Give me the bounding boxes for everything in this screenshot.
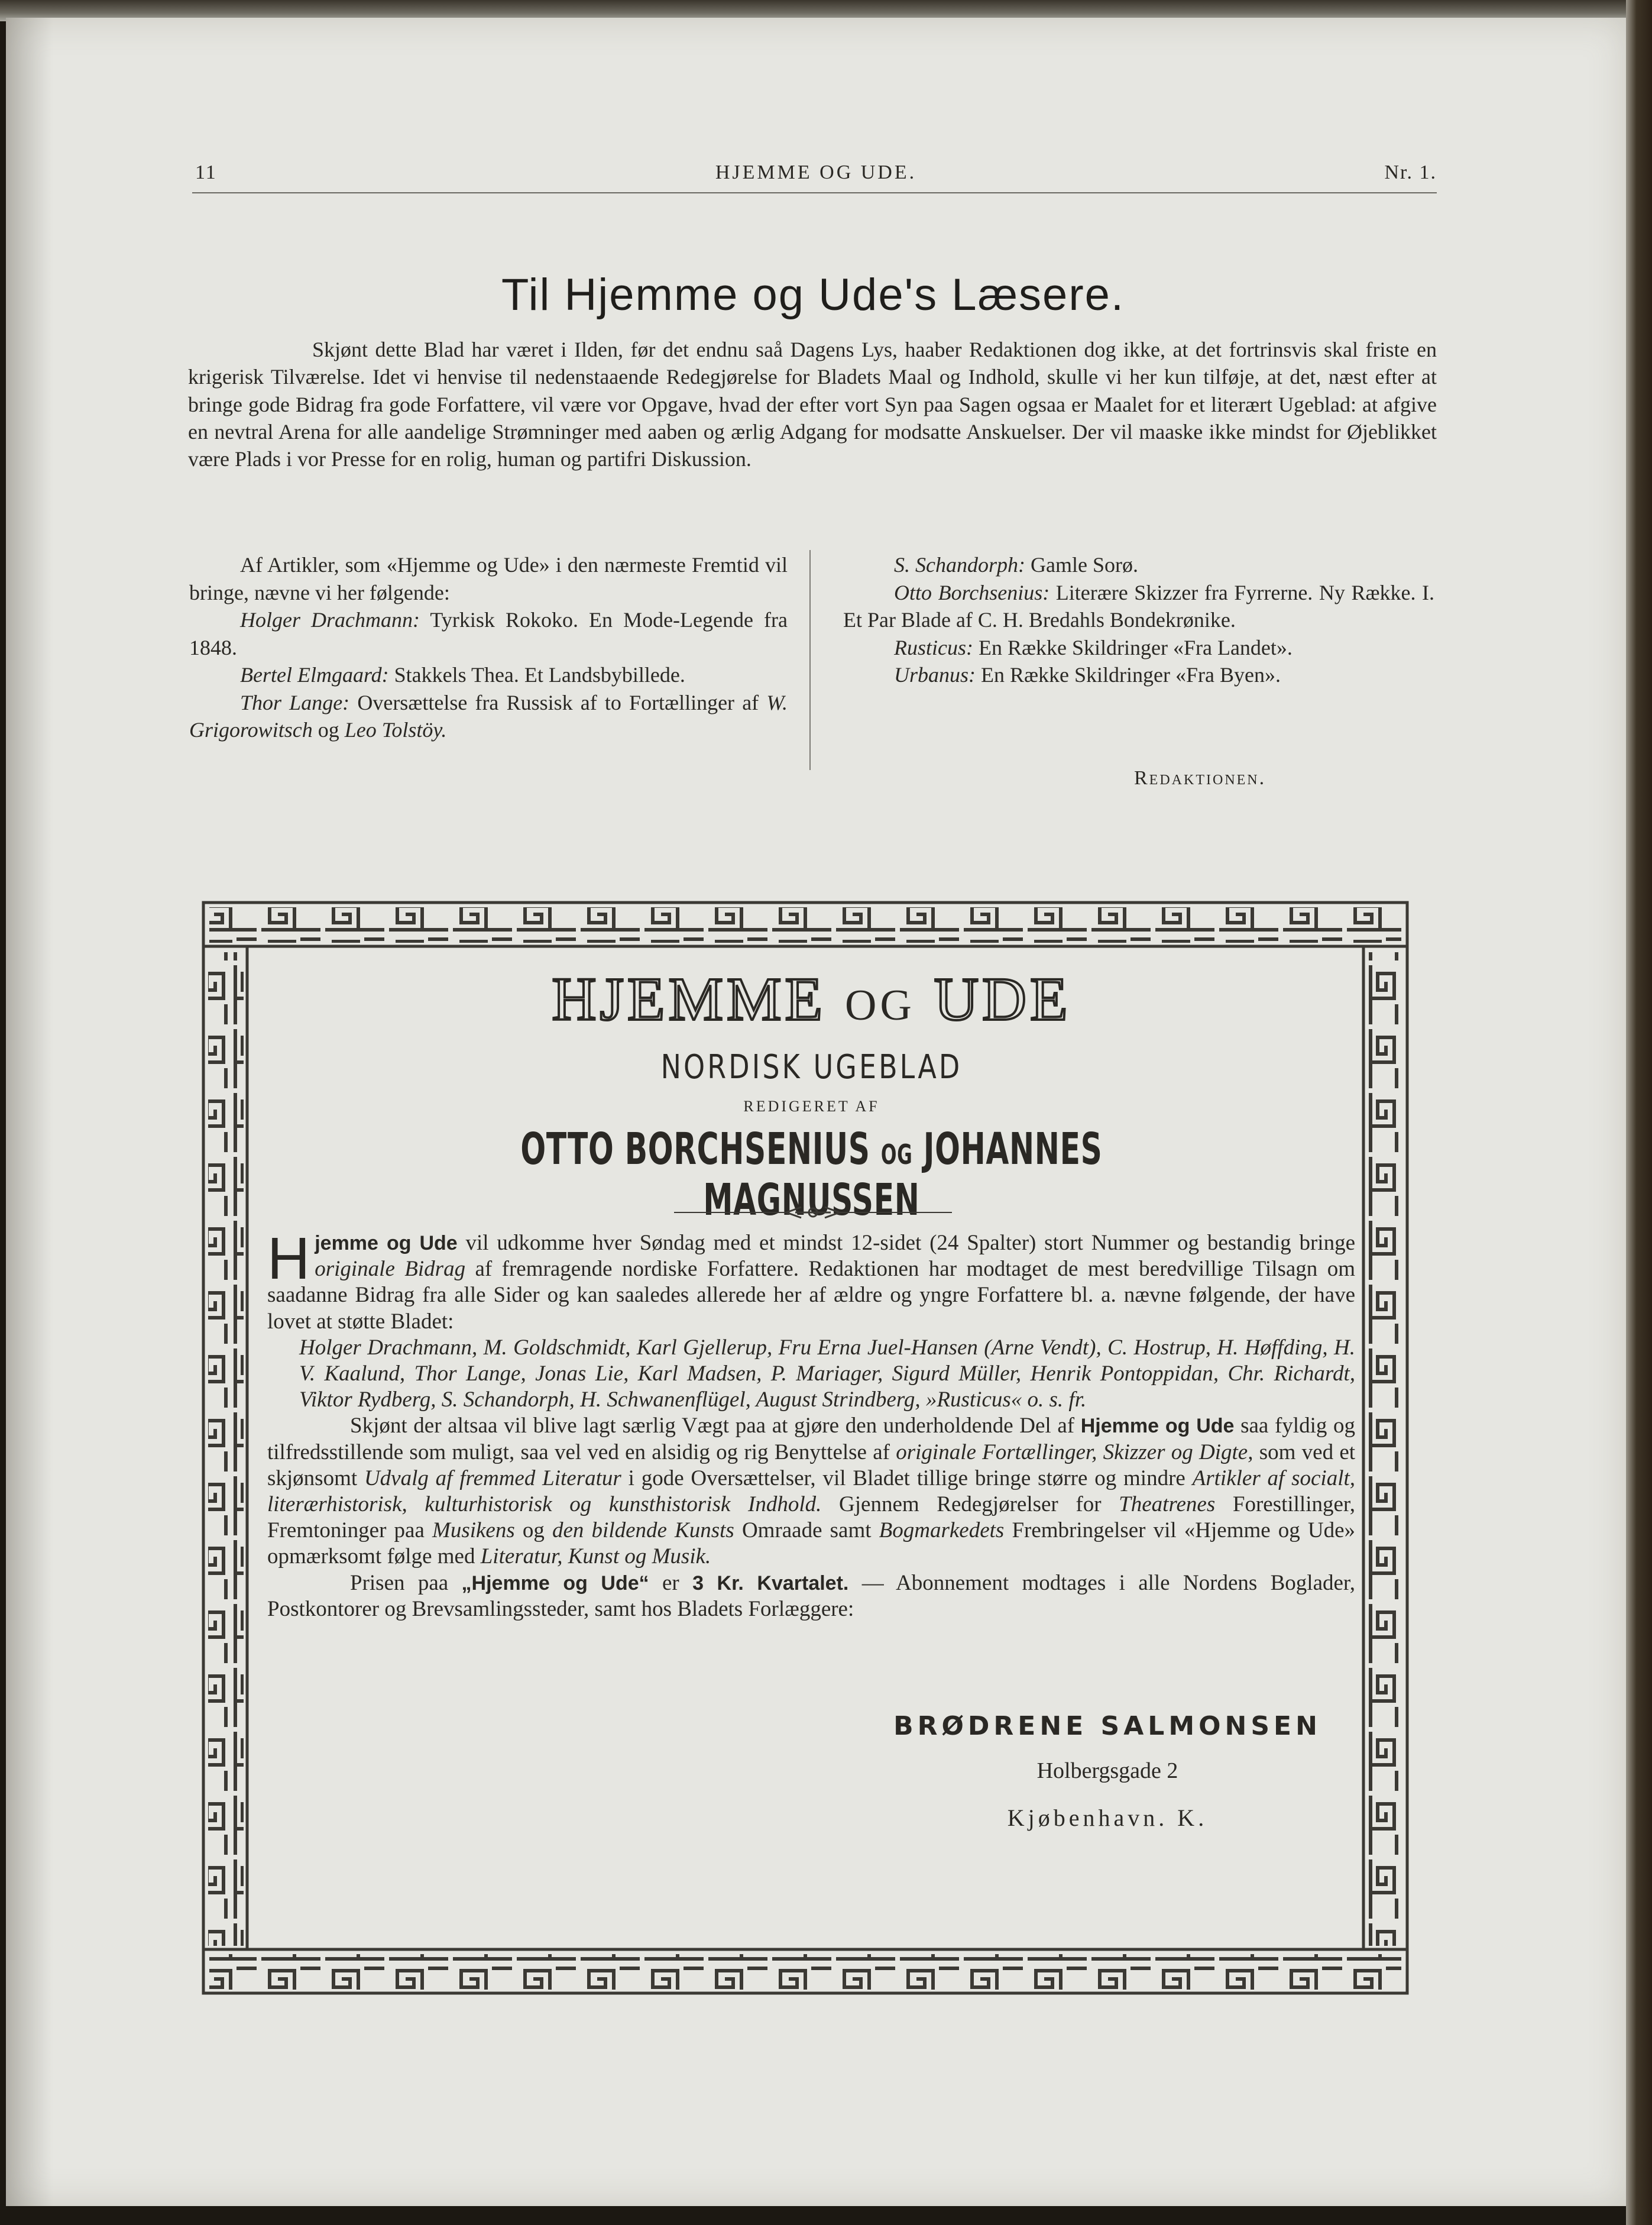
header-rule bbox=[192, 192, 1437, 193]
running-header bbox=[195, 151, 1437, 192]
left-column bbox=[189, 551, 788, 744]
masthead: HJEMME OG UDE bbox=[552, 965, 1071, 1033]
publisher-name: BRØDRENE SALMONSEN bbox=[893, 1711, 1321, 1741]
issue-number: Nr. 1. bbox=[1384, 161, 1437, 183]
list-item: S. Schandorph: Gamle Sorø. bbox=[894, 553, 1138, 577]
border-bottom bbox=[203, 1949, 1407, 1993]
page-number: 11 bbox=[195, 161, 217, 183]
gutter-shadow bbox=[6, 18, 53, 2206]
paragraph: Hjemme og Ude vil udkomme hver Søndag med et mindst 12-sidet (24 Spalter) stort Nummer og bestandig bringe originale Bidrag af fremragende nordiske Forfattere. Redaktionen har modtaget de mest beredvillige Tilsagn om saadanne Bidrag fra alle Sider og kan saaledes allerede her af ældre og yngre Forfattere bl. a. nævne følgende, der have lovet at støtte Bladet: bbox=[267, 1225, 1355, 1334]
signature: Redaktionen. bbox=[1134, 767, 1266, 789]
articles-lead: Af Artikler, som «Hjemme og Ude» i den nærmeste Fremtid vil bringe, nævne vi her følgende: bbox=[189, 553, 788, 604]
column-divider bbox=[809, 550, 811, 770]
border-top bbox=[203, 903, 1407, 946]
edited-by: REDIGERET AF bbox=[743, 1098, 880, 1115]
list-item: Rusticus: En Række Skildringer «Fra Landet». bbox=[894, 635, 1293, 659]
paragraph: Prisen paa „Hjemme og Ude“ er 3 Kr. Kvartalet. — Abonnement modtages i alle Nordens Boglader, Postkontorer og Brevsamlingssteder, samt hos Bladets Forlæggere: bbox=[267, 1570, 1356, 1621]
advertisement bbox=[248, 946, 1375, 1952]
list-item: Thor Lange: Oversættelse fra Russisk af to Fortællinger af W. Grigorowitsch og Leo Tolstöy. bbox=[189, 690, 788, 742]
list-item: Otto Borchsenius: Literære Skizzer fra Fyrrerne. Ny Række. I. Et Par Blade af C. H. Bredahls Bondekrønike. bbox=[843, 580, 1435, 632]
contributors-list: Holger Drachmann, M. Goldschmidt, Karl Gjellerup, Fru Erna Juel-Hansen (Arne Vendt), C. Hostrup, H. Høffding, H. V. Kaalund, Thor Lange, Jonas Lie, Karl Madsen, P. Mariager, Sigurd Müller, Henrik Pontoppidan, Chr. Richardt, Viktor Rydberg, S. Schandorph, H. Schwanenflügel, August Strindberg, »Rusticus« o. s. fr. bbox=[299, 1335, 1355, 1412]
ornament-divider bbox=[674, 1204, 952, 1221]
list-item: Holger Drachmann: Tyrkisk Rokoko. En Mode-Legende fra 1848. bbox=[189, 608, 788, 659]
paragraph: Skjønt der altsaa vil blive lagt særlig Vægt paa at gjøre den underholdende Del af Hjemme og Ude saa fyldig og tilfredsstillende som muligt, saa vel ved en alsidig og rig Benyttelse af originale Fortællinger, Skizzer og Digte, som ved et skjønsomt Udvalg af fremmed Literatur i gode Oversættelser, vil Bladet tillige bringe større og mindre Artikler af socialt, literærhistorisk, kulturhistorisk og kunsthistorisk Indhold. Gjennem Redegjørelser for Theatrenes Forestillinger, Fremtoninger paa Musikens og den bildende Kunsts Omraade samt Bogmarkedets Frembringelser vil «Hjemme og Ude» opmærksomt følge med Literatur, Kunst og Musik. bbox=[267, 1414, 1356, 1569]
publisher-city: Kjøbenhavn. K. bbox=[1007, 1804, 1208, 1831]
advertisement-body bbox=[267, 1225, 1356, 1622]
article-title: Til Hjemme og Ude's Læsere. bbox=[501, 270, 1125, 320]
drop-cap: H bbox=[267, 1225, 310, 1292]
list-item: Urbanus: En Række Skildringer «Fra Byen». bbox=[894, 663, 1281, 687]
list-item: Bertel Elmgaard: Stakkels Thea. Et Landsbybillede. bbox=[240, 663, 685, 687]
article-intro: Skjønt dette Blad har været i Ilden, før det endnu saå Dagens Lys, haaber Redaktionen dog ikke, at det fortrinsvis skal friste en krigerisk Tilværelse. Idet vi henvise til nedenstaaende Redegjørelse for Bladets Maal og Indhold, skulle vi her kun tilføje, at det, næst efter at bringe gode Bidrag fra gode Forfattere, vil være vor Opgave, hvad der efter vort Syn paa Sagen ogsaa er Maalet for et literært Ugeblad: at afgive en nevtral Arena for alle aandelige Strømninger med aaben og ærlig Adgang for modsatte Anskuelser. Der vil maaske ikke mindst for Øjeblikket være Plads i vor Presse for en rolig, human og partifri Diskussion. bbox=[188, 338, 1437, 471]
right-column bbox=[843, 551, 1434, 689]
editors: OTTO BORCHSENIUS OG JOHANNES MAGNUSSEN bbox=[520, 1124, 1103, 1225]
publisher-street: Holbergsgade 2 bbox=[1036, 1758, 1178, 1783]
border-left bbox=[203, 946, 247, 1949]
running-title: HJEMME OG UDE. bbox=[715, 161, 917, 183]
book-edge bbox=[1626, 0, 1652, 2225]
masthead-subtitle: NORDISK UGEBLAD bbox=[660, 1048, 963, 1086]
